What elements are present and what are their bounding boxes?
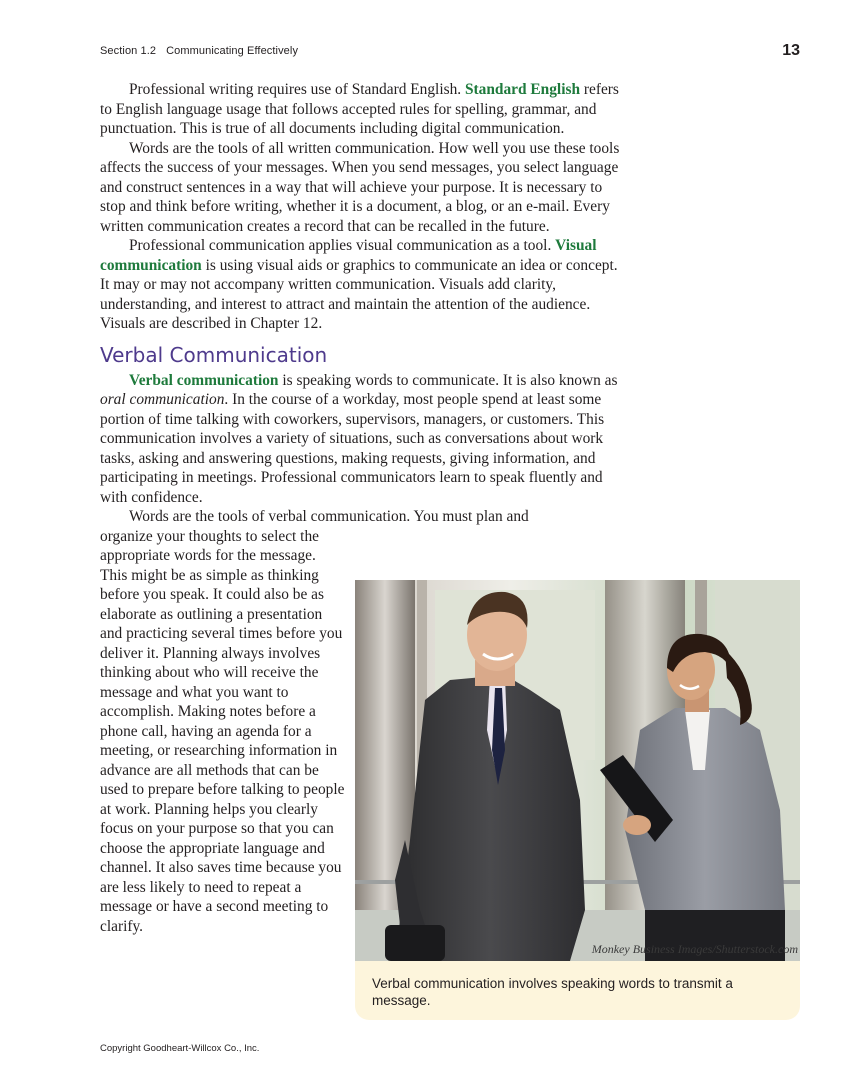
section-label — [100, 45, 298, 57]
running-head — [100, 45, 800, 57]
term-visual-communication: Visual communication — [100, 237, 597, 274]
text-run: refers to English language usage that follows accepted rules for spelling, grammar, and punctuation. This is true of all documents including digital communication. — [100, 81, 619, 137]
text-run: . In the course of a workday, most people spend at least some portion of time talking with coworkers, supervisors, managers, or customers. This communication involves a variety of situations, such as conversations about work tasks, asking and answering questions, making requests, giving information, and participating in meetings. Professional communicators learn to speak fluently and with confidence. — [100, 391, 605, 506]
photo-illustration — [355, 580, 800, 961]
paragraph-visual-communication — [100, 236, 620, 334]
section-title: Communicating Effectively — [166, 45, 299, 57]
paragraph-verbal-tools-continued: organize your thoughts to select the appropriate words for the message. This might be as simple as thinking before you speak. It could also be as elaborate as outlining a presentation and practicing several times before you deliver it. Planning always involves thinking about who will receive the message and what you want to accomplish. Making notes before a phone call, having an agenda for a meeting, or researching information in advance are all methods that can be used to prepare before talking to people at work. Planning helps you clearly focus on your purpose so that you can choose the appropriate language and channel. It also saves time because you are less likely to need to repeat a message or have a second meeting to clarify. — [100, 527, 345, 935]
photo-business-people — [355, 580, 800, 961]
paragraph-verbal-communication — [100, 371, 620, 508]
term-verbal-communication: Verbal communication — [129, 371, 279, 389]
section-number: Section 1.2 — [100, 45, 157, 57]
figure-caption: Verbal communication involves speaking words to transmit a message. — [372, 976, 733, 1008]
text-run: Professional communication applies visual communication as a tool. — [129, 237, 556, 254]
copyright-footer: Copyright Goodheart-Willcox Co., Inc. — [100, 1043, 260, 1054]
text-run: is speaking words to communicate. It is also known as — [278, 371, 618, 389]
term-standard-english: Standard English — [464, 81, 581, 98]
wrapped-text-column — [100, 527, 345, 937]
italic-oral-communication: oral communication — [100, 391, 225, 408]
page-number: 13 — [782, 42, 800, 59]
paragraph-verbal-tools-first-line: Words are the tools of verbal communication. You must plan and — [129, 508, 529, 525]
figure — [355, 580, 800, 1020]
paragraph-written-tools: Words are the tools of all written communication. How well you use these tools affects the success of your messages. When you send messages, you select language and construct sentences in a way that will achieve your purpose. It is necessary to stop and think before writing, whether it is a document, a blog, or an e-mail. Every written communication creates a record that can be recalled in the future. — [100, 139, 620, 235]
section-heading-verbal-communication: Verbal Communication — [100, 342, 328, 367]
text-run: is using visual aids or graphics to communicate an idea or concept. It may or may not accompany written communication. Visuals add clarity, understanding, and interest to attract and maintain the attention of the audience. Visuals are described in Chapter 12. — [100, 256, 618, 332]
paragraph-standard-english — [100, 80, 620, 139]
text-run: Professional writing requires use of Standard English. — [129, 81, 465, 98]
photo-credit: Monkey Business Images/Shutterstock.com — [591, 942, 798, 956]
